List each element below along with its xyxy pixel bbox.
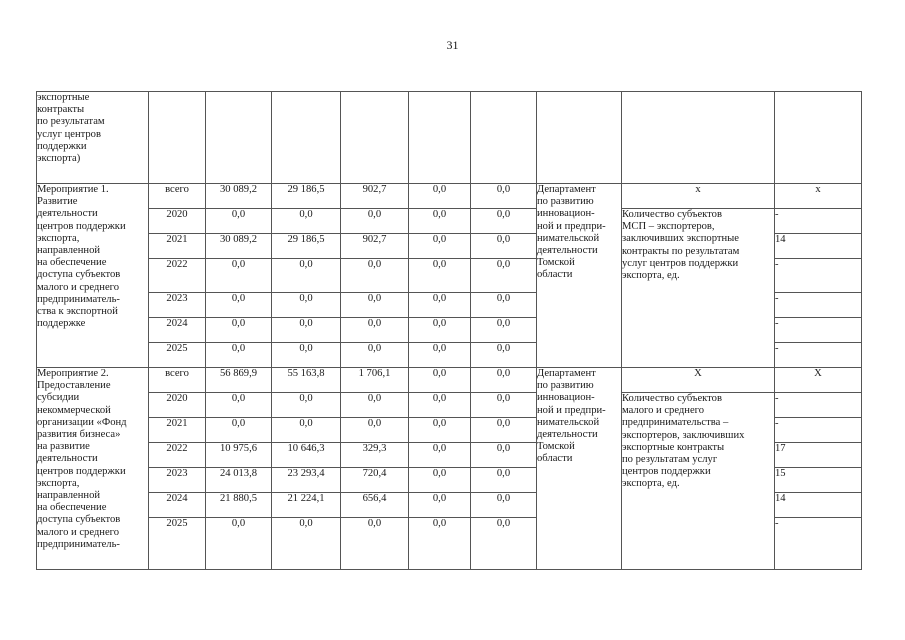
continuation-text-line: контракты bbox=[37, 104, 85, 116]
target-value-cell: - bbox=[775, 209, 862, 234]
continuation-text-line: услуг центров bbox=[37, 128, 101, 140]
amount-cell: 0,0 bbox=[471, 293, 537, 318]
table-row bbox=[37, 393, 862, 418]
department-line: инновацион- bbox=[537, 208, 595, 220]
amount-cell: 0,0 bbox=[272, 343, 341, 368]
indicator-line: экспорта, ед. bbox=[622, 270, 680, 282]
amount-cell: 10 975,6 bbox=[206, 443, 272, 468]
program-activities-table bbox=[36, 91, 862, 570]
amount-cell: 0,0 bbox=[409, 393, 471, 418]
department-line: Департамент bbox=[537, 184, 596, 195]
amount-cell: 0,0 bbox=[341, 418, 409, 443]
target-value-cell: - bbox=[775, 259, 862, 293]
year-cell: 2025 bbox=[149, 518, 206, 570]
amount-cell: 21 880,5 bbox=[206, 493, 272, 518]
amount-cell: 0,0 bbox=[471, 493, 537, 518]
target-value-cell: 14 bbox=[775, 234, 862, 259]
measure-name-line: экспорта, bbox=[37, 477, 80, 489]
amount-cell: 902,7 bbox=[341, 234, 409, 259]
measure-name-line: поддержке bbox=[37, 318, 86, 330]
year-cell: 2021 bbox=[149, 418, 206, 443]
continuation-text-line: экспортные bbox=[37, 92, 90, 103]
amount-cell: 0,0 bbox=[341, 318, 409, 343]
measure-name-line: развития бизнеса» bbox=[37, 429, 121, 441]
amount-cell: 0,0 bbox=[409, 184, 471, 209]
amount-cell: 0,0 bbox=[206, 209, 272, 234]
measure-name-line: организации «Фонд bbox=[37, 416, 127, 428]
table-row bbox=[37, 368, 862, 393]
amount-cell: 29 186,5 bbox=[272, 234, 341, 259]
amount-cell: 0,0 bbox=[341, 259, 409, 293]
amount-cell: 0,0 bbox=[272, 518, 341, 570]
amount-cell: 0,0 bbox=[272, 318, 341, 343]
target-value-cell: - bbox=[775, 318, 862, 343]
amount-cell: 0,0 bbox=[206, 318, 272, 343]
measure-name-line: на обеспечение bbox=[37, 502, 107, 514]
department-line: по развитию bbox=[537, 196, 594, 208]
measure-name-line: деятельности bbox=[37, 453, 98, 465]
amount-cell: 0,0 bbox=[341, 293, 409, 318]
measure-name-line: на развитие bbox=[37, 441, 90, 453]
indicator-cell bbox=[622, 393, 775, 570]
indicator-line: контракты по результатам bbox=[622, 245, 740, 257]
amount-cell: 0,0 bbox=[206, 518, 272, 570]
amount-cell: 0,0 bbox=[206, 418, 272, 443]
continuation-row bbox=[37, 92, 862, 184]
department-line: нимательской bbox=[537, 232, 600, 244]
year-cell: 2024 bbox=[149, 318, 206, 343]
continuation-text-line: экспорта) bbox=[37, 153, 81, 165]
year-cell: всего bbox=[149, 368, 206, 393]
amount-cell: 21 224,1 bbox=[272, 493, 341, 518]
indicator-line: экспортные контракты bbox=[622, 441, 725, 453]
indicator-line: предпринимательства – bbox=[622, 417, 729, 429]
amount-cell: 0,0 bbox=[409, 318, 471, 343]
target-value-cell: 14 bbox=[775, 493, 862, 518]
target-value-cell: 15 bbox=[775, 468, 862, 493]
measure-name-line: направленной bbox=[37, 490, 101, 502]
year-cell: 2023 bbox=[149, 468, 206, 493]
table-row bbox=[37, 184, 862, 209]
measure-name-line: экспорта, bbox=[37, 232, 80, 244]
target-value-cell: - bbox=[775, 518, 862, 570]
year-cell: 2022 bbox=[149, 259, 206, 293]
amount-cell: 0,0 bbox=[409, 443, 471, 468]
department-line: области bbox=[537, 269, 573, 281]
target-value-cell: - bbox=[775, 393, 862, 418]
amount-cell: 0,0 bbox=[206, 343, 272, 368]
amount-cell: 0,0 bbox=[409, 518, 471, 570]
amount-cell: 23 293,4 bbox=[272, 468, 341, 493]
indicator-cell bbox=[622, 209, 775, 368]
amount-cell: 0,0 bbox=[471, 318, 537, 343]
amount-cell: 720,4 bbox=[341, 468, 409, 493]
table-row bbox=[37, 209, 862, 234]
amount-cell: 0,0 bbox=[471, 518, 537, 570]
year-cell: 2024 bbox=[149, 493, 206, 518]
amount-cell: 0,0 bbox=[341, 393, 409, 418]
indicator-total-mark: х bbox=[622, 184, 775, 209]
amount-cell: 0,0 bbox=[409, 418, 471, 443]
amount-cell: 0,0 bbox=[471, 209, 537, 234]
amount-cell: 329,3 bbox=[341, 443, 409, 468]
department-line: деятельности bbox=[537, 429, 598, 441]
department-line: Томской bbox=[537, 257, 575, 269]
measure-name-line: центров поддержки bbox=[37, 220, 126, 232]
amount-cell: 0,0 bbox=[409, 343, 471, 368]
amount-cell: 656,4 bbox=[341, 493, 409, 518]
measure-name-line: предприниматель- bbox=[37, 538, 120, 550]
year-cell: всего bbox=[149, 184, 206, 209]
amount-cell: 0,0 bbox=[206, 293, 272, 318]
target-total-mark: х bbox=[775, 184, 862, 209]
year-cell: 2025 bbox=[149, 343, 206, 368]
amount-cell: 10 646,3 bbox=[272, 443, 341, 468]
measure-name-line: предприниматель- bbox=[37, 293, 120, 305]
amount-cell: 29 186,5 bbox=[272, 184, 341, 209]
indicator-line: малого и среднего bbox=[622, 405, 705, 417]
target-value-cell: - bbox=[775, 293, 862, 318]
measure-name-line: малого и среднего bbox=[37, 281, 120, 293]
department-line: ной и предпри- bbox=[537, 404, 606, 416]
year-cell: 2021 bbox=[149, 234, 206, 259]
department-line: по развитию bbox=[537, 380, 594, 392]
amount-cell: 0,0 bbox=[341, 209, 409, 234]
amount-cell: 0,0 bbox=[206, 393, 272, 418]
amount-cell: 0,0 bbox=[471, 393, 537, 418]
measure-name-line: на обеспечение bbox=[37, 257, 107, 269]
amount-cell: 1 706,1 bbox=[341, 368, 409, 393]
indicator-line: Количество субъектов bbox=[622, 393, 722, 404]
measure-name-line: Развитие bbox=[37, 196, 78, 208]
amount-cell: 902,7 bbox=[341, 184, 409, 209]
indicator-line: заключивших экспортные bbox=[622, 233, 739, 245]
indicator-line: МСП – экспортеров, bbox=[622, 221, 715, 233]
department-line: области bbox=[537, 453, 573, 465]
continuation-text-line: поддержки bbox=[37, 140, 87, 152]
amount-cell: 0,0 bbox=[471, 443, 537, 468]
measure-name-line: центров поддержки bbox=[37, 465, 126, 477]
amount-cell: 0,0 bbox=[409, 234, 471, 259]
amount-cell: 0,0 bbox=[471, 418, 537, 443]
department-line: ной и предпри- bbox=[537, 220, 606, 232]
amount-cell: 0,0 bbox=[471, 234, 537, 259]
year-cell: 2020 bbox=[149, 393, 206, 418]
department-line: инновацион- bbox=[537, 392, 595, 404]
indicator-total-mark: Х bbox=[622, 368, 775, 393]
department-line: Томской bbox=[537, 441, 575, 453]
target-total-mark: Х bbox=[775, 368, 862, 393]
target-value-cell: - bbox=[775, 418, 862, 443]
amount-cell: 0,0 bbox=[409, 293, 471, 318]
amount-cell: 0,0 bbox=[471, 368, 537, 393]
continuation-text-line: по результатам bbox=[37, 116, 105, 128]
measure-name-line: Мероприятие 1. bbox=[37, 184, 109, 195]
continuation-name-cell bbox=[37, 92, 149, 184]
measure-name-cell bbox=[37, 368, 149, 570]
measure-name-line: направленной bbox=[37, 245, 101, 257]
amount-cell: 0,0 bbox=[272, 393, 341, 418]
amount-cell: 0,0 bbox=[341, 343, 409, 368]
year-cell: 2022 bbox=[149, 443, 206, 468]
amount-cell: 0,0 bbox=[272, 259, 341, 293]
amount-cell: 0,0 bbox=[409, 209, 471, 234]
amount-cell: 0,0 bbox=[471, 468, 537, 493]
amount-cell: 0,0 bbox=[471, 343, 537, 368]
indicator-line: по результатам услуг bbox=[622, 454, 718, 466]
department-line: нимательской bbox=[537, 416, 600, 428]
measure-name-line: субсидии bbox=[37, 392, 80, 404]
indicator-line: услуг центров поддержки bbox=[622, 257, 739, 269]
amount-cell: 0,0 bbox=[341, 518, 409, 570]
measure-name-line: доступа субъектов bbox=[37, 269, 121, 281]
target-value-cell: 17 bbox=[775, 443, 862, 468]
indicator-line: Количество субъектов bbox=[622, 209, 722, 220]
amount-cell: 30 089,2 bbox=[206, 234, 272, 259]
department-line: Департамент bbox=[537, 368, 596, 379]
amount-cell: 55 163,8 bbox=[272, 368, 341, 393]
amount-cell: 24 013,8 bbox=[206, 468, 272, 493]
amount-cell: 0,0 bbox=[272, 209, 341, 234]
amount-cell: 0,0 bbox=[206, 259, 272, 293]
measure-name-line: деятельности bbox=[37, 208, 98, 220]
amount-cell: 56 869,9 bbox=[206, 368, 272, 393]
amount-cell: 0,0 bbox=[409, 468, 471, 493]
year-cell: 2020 bbox=[149, 209, 206, 234]
amount-cell: 0,0 bbox=[471, 259, 537, 293]
department-cell bbox=[537, 184, 622, 368]
measure-name-line: доступа субъектов bbox=[37, 514, 121, 526]
measure-name-cell bbox=[37, 184, 149, 368]
target-value-cell: - bbox=[775, 343, 862, 368]
measure-name-line: ства к экспортной bbox=[37, 306, 118, 318]
amount-cell: 0,0 bbox=[409, 368, 471, 393]
measure-name-line: некоммерческой bbox=[37, 404, 111, 416]
indicator-line: экспортеров, заключивших bbox=[622, 429, 745, 441]
amount-cell: 0,0 bbox=[471, 184, 537, 209]
indicator-line: центров поддержки bbox=[622, 466, 711, 478]
department-cell bbox=[537, 368, 622, 570]
measure-name-line: Мероприятие 2. bbox=[37, 368, 109, 379]
year-cell: 2023 bbox=[149, 293, 206, 318]
page-number: 31 bbox=[446, 38, 459, 52]
amount-cell: 0,0 bbox=[272, 418, 341, 443]
measure-name-line: малого и среднего bbox=[37, 526, 120, 538]
amount-cell: 30 089,2 bbox=[206, 184, 272, 209]
amount-cell: 0,0 bbox=[272, 293, 341, 318]
measure-name-line: Предоставление bbox=[37, 380, 111, 392]
amount-cell: 0,0 bbox=[409, 259, 471, 293]
amount-cell: 0,0 bbox=[409, 493, 471, 518]
department-line: деятельности bbox=[537, 245, 598, 257]
indicator-line: экспорта, ед. bbox=[622, 478, 680, 490]
